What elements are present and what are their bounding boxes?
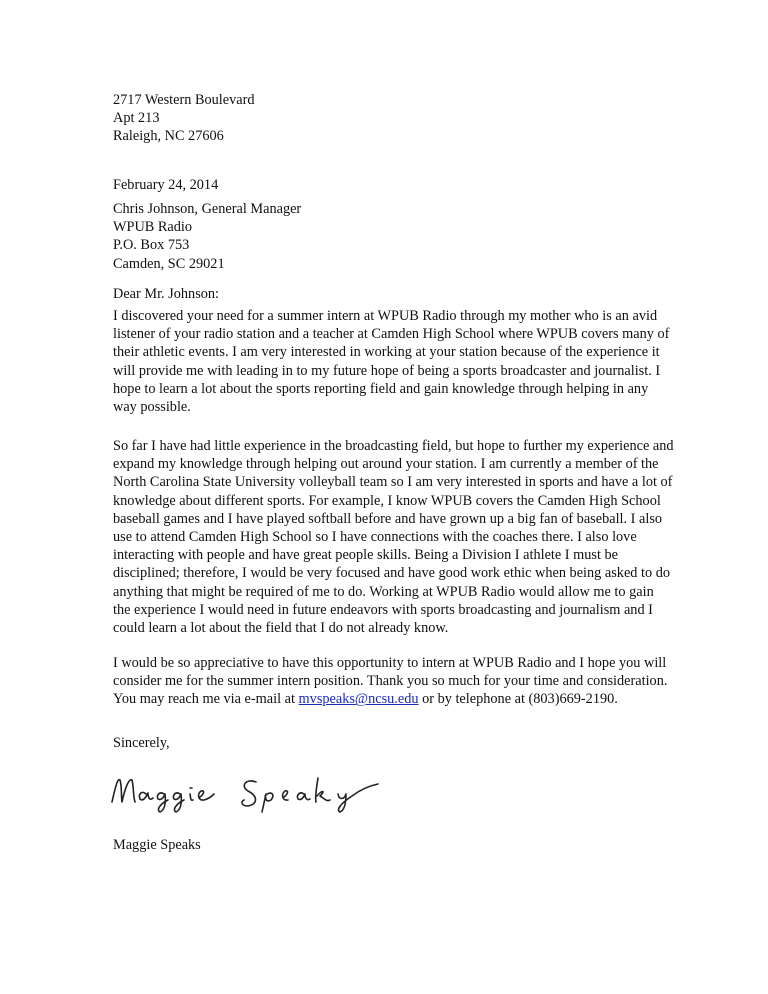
closing: Sincerely,	[113, 735, 170, 751]
body-line: listener of your radio station and a teacher at Camden High School where WPUB covers many of	[113, 326, 670, 343]
salutation: Dear Mr. Johnson:	[113, 286, 220, 302]
body-line: expand my knowledge through helping out around your station. I am currently a member of the	[113, 456, 659, 473]
address-line: Raleigh, NC 27606	[113, 128, 224, 145]
paragraph-2	[113, 437, 674, 637]
body-line: anything that might be required of me to do. Working at WPUB Radio would allow me to gain	[113, 583, 654, 600]
recipient-line: P.O. Box 753	[113, 237, 190, 254]
body-line: disciplined; therefore, I would be very focused and have good work ethic when being asked to do	[113, 565, 671, 582]
letter-date: February 24, 2014	[113, 177, 219, 193]
email-link[interactable]: mvspeaks@ncsu.edu	[298, 691, 419, 708]
body-line: I would be so appreciative to have this opportunity to intern at WPUB Radio and I hope you will	[113, 655, 667, 671]
paragraph-1	[113, 307, 669, 416]
body-line: consider me for the summer intern position. Thank you so much for your time and consideration.	[113, 673, 668, 690]
contact-suffix: or by telephone at (803)669-2190.	[418, 691, 618, 708]
body-line: could learn a lot about the field that I do not already know.	[113, 620, 449, 637]
recipient-line: WPUB Radio	[113, 219, 193, 236]
body-line	[113, 690, 667, 708]
body-line: I discovered your need for a summer intern at WPUB Radio through my mother who is an avid	[113, 308, 658, 324]
body-line: interacting with people and have great people skills. Being a Division I athlete I must be	[113, 547, 619, 564]
address-line: 2717 Western Boulevard	[113, 92, 255, 108]
paragraph-3	[113, 654, 667, 709]
contact-prefix: You may reach me via e-mail at	[113, 691, 299, 708]
body-line: use to attend Camden High School so I have connections with the coaches there. I also love	[113, 529, 637, 546]
body-line: will provide me with leading in to my future hope of being a sports broadcaster and journalist. I	[113, 362, 661, 379]
signer-name: Maggie Speaks	[113, 837, 201, 853]
body-line: the experience I would need in future endeavors with sports broadcasting and journalism and I	[113, 601, 653, 618]
recipient-line: Camden, SC 29021	[113, 255, 225, 272]
recipient-address	[113, 200, 301, 273]
recipient-line: Chris Johnson, General Manager	[113, 201, 302, 217]
body-line: So far I have had little experience in the broadcasting field, but hope to further my experience and	[113, 438, 674, 454]
body-line: baseball games and I have played softball before and have grown up a big fan of baseball. I also	[113, 510, 663, 527]
handwritten-signature	[108, 764, 398, 814]
body-line: North Carolina State University volleyball team so I am very interested in sports and have a lot of	[113, 474, 673, 491]
body-line: their athletic events. I am very interested in working at your station because of the experience it	[113, 344, 660, 361]
sender-address	[113, 91, 255, 146]
body-line: way possible.	[113, 399, 191, 416]
body-line: hope to learn a lot about the sports reporting field and gain knowledge through helping in any	[113, 380, 649, 397]
body-line: knowledge about different sports. For example, I know WPUB covers the Camden High School	[113, 492, 661, 509]
address-line: Apt 213	[113, 110, 160, 127]
